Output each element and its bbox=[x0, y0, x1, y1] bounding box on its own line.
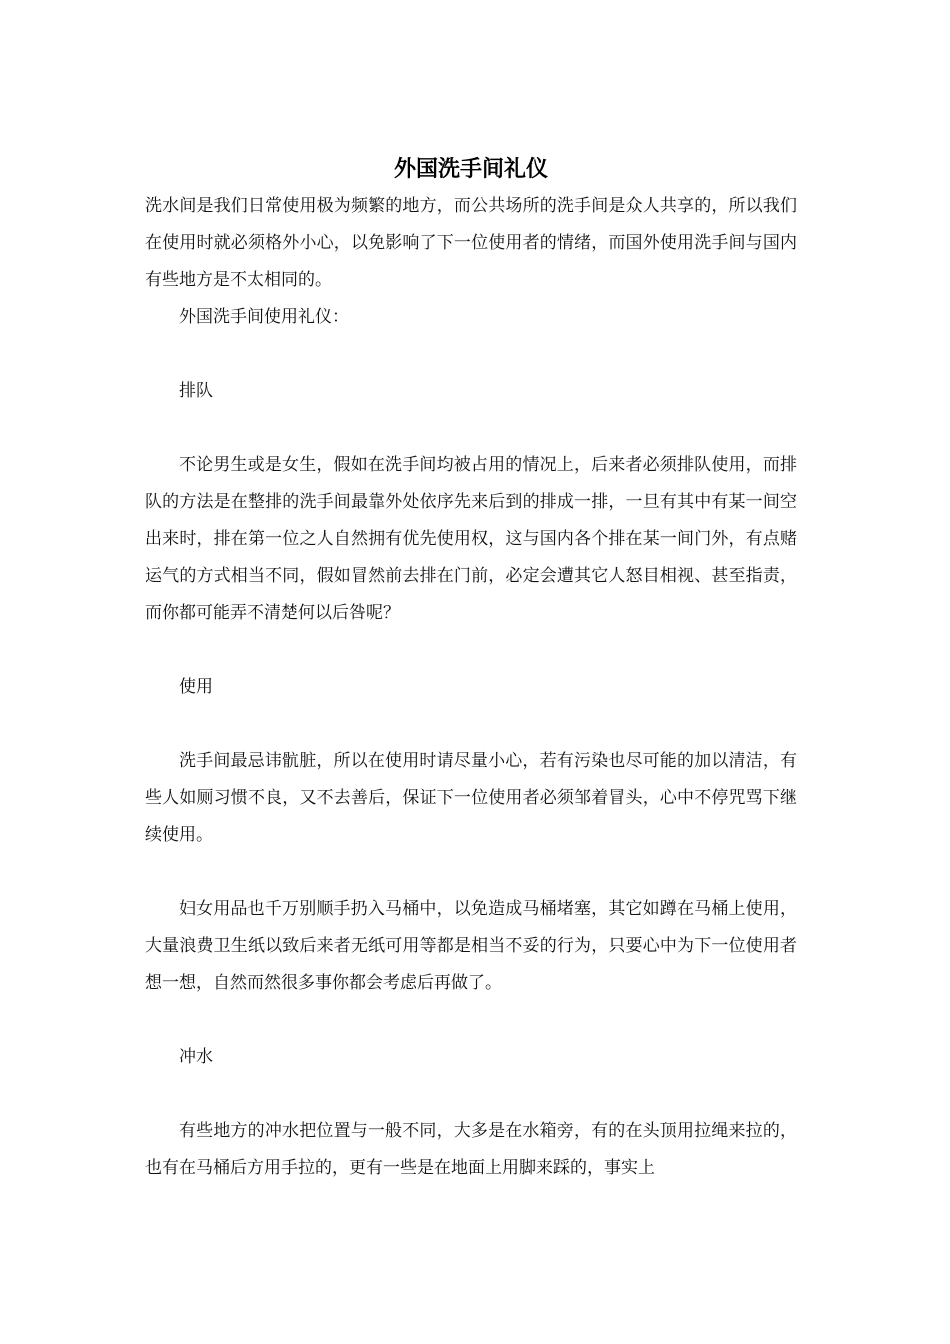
section-heading-use: 使用 bbox=[179, 677, 213, 697]
blank-line bbox=[145, 410, 797, 447]
blank-line bbox=[145, 1076, 797, 1113]
paragraph-use-1: 洗手间最忌讳骯脏，所以在使用时请尽量小心，若有污染也尽可能的加以清洁，有些人如厕习惯不良，又不去善后，保证下一位使用者必须邹着冒头，心中不停咒骂下继续使用。 bbox=[145, 751, 797, 845]
section-heading-flush: 冲水 bbox=[179, 1047, 213, 1067]
blank-line bbox=[145, 706, 797, 743]
blank-line bbox=[145, 336, 797, 373]
paragraph-flush: 有些地方的冲水把位置与一般不同，大多是在水箱旁，有的在头顶用拉绳来拉的，也有在马桶后方用手拉的，更有一些是在地面上用脚来踩的，事实上 bbox=[145, 1121, 797, 1178]
blank-line bbox=[145, 854, 797, 891]
blank-line bbox=[145, 632, 797, 669]
paragraph-intro: 洗水间是我们日常使用极为频繁的地方，而公共场所的洗手间是众人共享的，所以我们在使用时就必须格外小心，以免影响了下一位使用者的情绪，而国外使用洗手间与国内有些地方是不太相同的。 bbox=[145, 196, 797, 290]
document-title: 外国洗手间礼仪 bbox=[393, 157, 548, 182]
paragraph-queue: 不论男生或是女生，假如在洗手间均被占用的情况上，后来者必须排队使用，而排队的方法是在整排的洗手间最靠外处依序先来后到的排成一排，一旦有其中有某一间空出来时，排在第一位之人自然拥有优先使用权，这与国内各个排在某一间门外，有点赌运气的方式相当不同，假如冒然前去排在门前，必定会遭其它人怒目相视、甚至指责，而你都可能弄不清楚何以后咎呢？ bbox=[145, 455, 797, 623]
paragraph-use-2: 妇女用品也千万别顺手扔入马桶中，以免造成马桶堵塞，其它如蹲在马桶上使用，大量浪费卫生纸以致后来者无纸可用等都是相当不妥的行为，只要心中为下一位使用者想一想，自然而然很多事你都会考虑后再做了。 bbox=[145, 899, 797, 993]
blank-line bbox=[145, 1002, 797, 1039]
paragraph-subtitle: 外国洗手间使用礼仪： bbox=[179, 307, 349, 327]
document-body bbox=[145, 150, 797, 1187]
section-heading-queue: 排队 bbox=[179, 381, 213, 401]
